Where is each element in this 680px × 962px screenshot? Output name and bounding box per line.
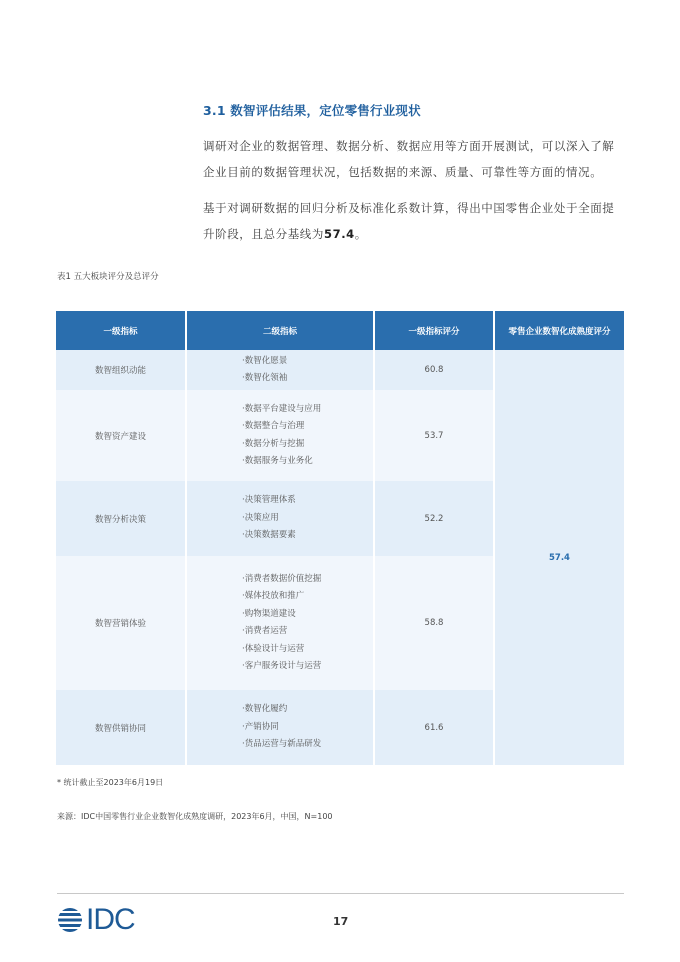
level1-cell: 数智供销协同	[56, 690, 185, 765]
globe-icon	[57, 907, 83, 933]
baseline-score: 57.4	[324, 227, 355, 241]
level1-cell: 数智分析决策	[56, 481, 185, 556]
header-level2: 二级指标	[187, 311, 373, 350]
level2-item: ·数智化愿景	[242, 355, 288, 366]
level2-list	[242, 701, 321, 754]
level2-item: ·决策数据要素	[242, 530, 296, 541]
level2-item: ·购物渠道建设	[242, 608, 296, 619]
score-cell: 53.7	[375, 390, 493, 481]
baseline-suffix: 。	[354, 227, 367, 241]
level2-item: ·数据分析与挖掘	[242, 438, 305, 449]
level2-item: ·产销协同	[242, 721, 279, 732]
total-maturity-score: 57.4	[495, 350, 624, 765]
header-level1-score: 一级指标评分	[375, 311, 493, 350]
level1-cell: 数智组织动能	[56, 350, 185, 390]
idc-logo	[57, 903, 135, 936]
level1-cell: 数智资产建设	[56, 390, 185, 481]
stats-note: * 统计截止至2023年6月19日	[57, 778, 164, 787]
level2-item: ·体验设计与运营	[242, 643, 305, 654]
level2-item: ·消费者数据价值挖掘	[242, 573, 322, 584]
level2-item: ·消费者运营	[242, 626, 288, 636]
baseline-text: 基于对调研数据的回归分析及标准化系数计算，得出中国零售企业处于全面提升阶段，且总分基线为	[203, 201, 615, 241]
score-cell: 60.8	[375, 350, 493, 390]
baseline-paragraph	[203, 195, 625, 247]
level2-list	[242, 353, 287, 388]
section-title: 3.1 数智评估结果，定位零售行业现状	[203, 103, 421, 118]
header-maturity-score: 零售企业数智化成熟度评分	[495, 311, 624, 350]
intro-paragraph: 调研对企业的数据管理、数据分析、数据应用等方面开展测试，可以深入了解企业目前的数据管理状况，包括数据的来源、质量、可靠性等方面的情况。	[203, 139, 615, 179]
level2-item: ·数据平台建设与应用	[242, 403, 322, 414]
level1-cell: 数智营销体验	[56, 556, 185, 690]
header-level1: 一级指标	[56, 311, 185, 350]
level2-item: ·数据整合与治理	[242, 421, 305, 431]
level2-item: ·数智化履约	[242, 704, 288, 715]
level2-item: ·货品运营与新品研发	[242, 739, 322, 750]
level2-list	[242, 401, 321, 471]
level2-item: ·决策管理体系	[242, 495, 296, 506]
level2-list	[242, 492, 296, 545]
score-cell: 58.8	[375, 556, 493, 690]
table-caption: 表1 五大板块评分及总评分	[57, 272, 159, 282]
score-cell: 61.6	[375, 690, 493, 765]
level2-item: ·媒体投放和推广	[242, 591, 305, 601]
level2-item: ·决策应用	[242, 512, 279, 523]
level2-cell	[187, 556, 373, 690]
level2-cell	[187, 390, 373, 481]
level2-item: ·客户服务设计与运营	[242, 661, 322, 671]
level2-cell	[187, 481, 373, 556]
level2-item: ·数据服务与业务化	[242, 456, 313, 466]
level2-cell	[187, 350, 373, 390]
logo-text: IDC	[86, 903, 135, 936]
score-cell: 52.2	[375, 481, 493, 556]
level2-item: ·数智化领袖	[242, 373, 288, 383]
level2-cell	[187, 690, 373, 765]
page-number: 17	[333, 915, 349, 928]
source-note: 来源：IDC中国零售行业企业数智化成熟度调研，2023年6月，中国，N=100	[57, 812, 333, 821]
footer-divider	[57, 893, 624, 894]
level2-list	[242, 571, 321, 676]
